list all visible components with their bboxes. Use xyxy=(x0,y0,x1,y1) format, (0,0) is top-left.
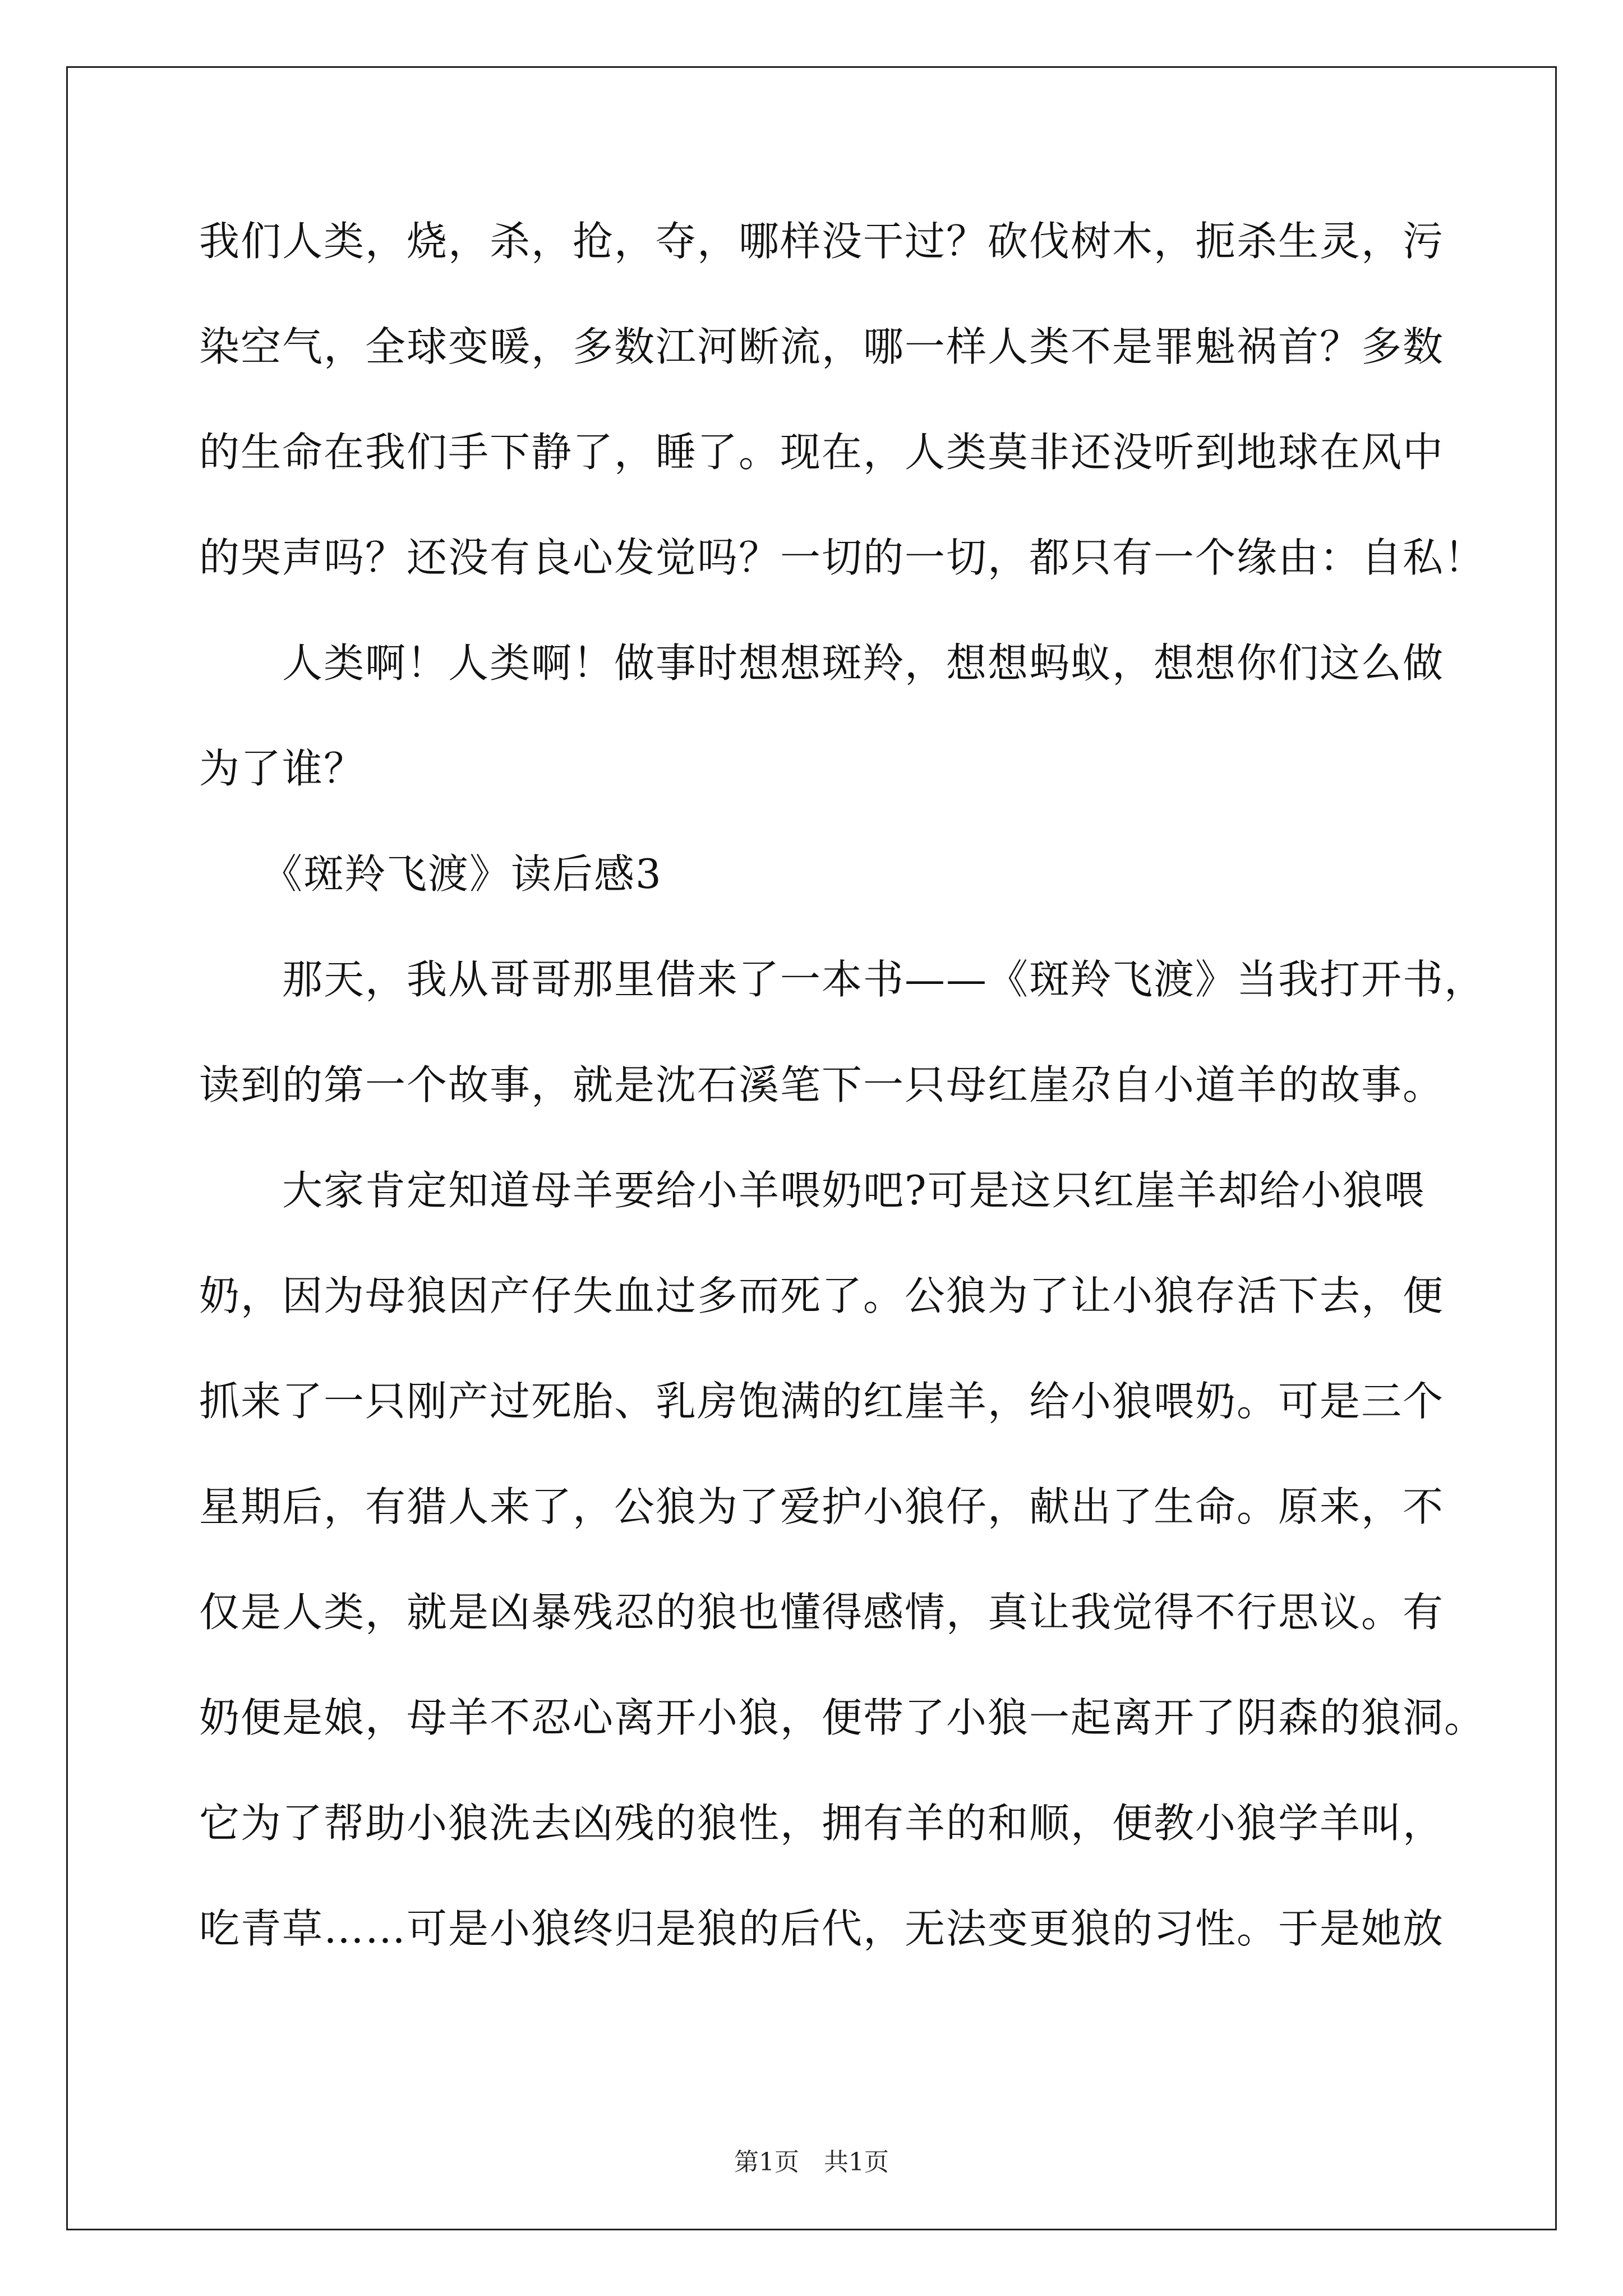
text-line: 人类啊！人类啊！做事时想想斑羚，想想蚂蚁，想想你们这么做 xyxy=(199,639,1445,687)
text-line: 为了谁？ xyxy=(199,745,366,792)
text-line: 奶便是娘，母羊不忍心离开小狼，便带了小狼一起离开了阴森的狼洞。 xyxy=(199,1694,1486,1741)
page-footer: 第1页 共1页 xyxy=(734,2148,889,2177)
text-line: 奶，因为母狼因产仔失血过多而死了。公狼为了让小狼存活下去，便 xyxy=(199,1272,1445,1319)
text-line: 抓来了一只刚产过死胎、乳房饱满的红崖羊，给小狼喂奶。可是三个 xyxy=(199,1378,1445,1425)
text-line: 染空气，全球变暖，多数江河断流，哪一样人类不是罪魁祸首？多数 xyxy=(199,323,1445,370)
text-line: 的生命在我们手下静了，睡了。现在，人类莫非还没听到地球在风中 xyxy=(199,429,1445,476)
text-line: 仅是人类，就是凶暴残忍的狼也懂得感情，真让我觉得不行思议。有 xyxy=(199,1589,1445,1636)
section-heading: 《斑羚飞渡》读后感3 xyxy=(199,850,662,898)
text-line: 读到的第一个故事，就是沈石溪笔下一只母红崖尕自小道羊的故事。 xyxy=(199,1061,1445,1108)
text-line: 我们人类，烧，杀，抢，夺，哪样没干过？砍伐树木，扼杀生灵，污 xyxy=(199,218,1445,265)
text-line: 吃青草……可是小狼终归是狼的后代，无法变更狼的习性。于是她放 xyxy=(199,1905,1445,1952)
text-line: 的哭声吗？还没有良心发觉吗？一切的一切，都只有一个缘由：自私！ xyxy=(199,534,1486,581)
text-line: 星期后，有猎人来了，公狼为了爱护小狼仔，献出了生命。原来，不 xyxy=(199,1483,1445,1530)
text-line: 大家肯定知道母羊要给小羊喂奶吧?可是这只红崖羊却给小狼喂 xyxy=(199,1167,1426,1214)
text-line: 它为了帮助小狼洗去凶残的狼性，拥有羊的和顺，便教小狼学羊叫， xyxy=(199,1800,1445,1847)
text-line: 那天，我从哥哥那里借来了一本书——《斑羚飞渡》当我打开书， xyxy=(199,956,1486,1003)
